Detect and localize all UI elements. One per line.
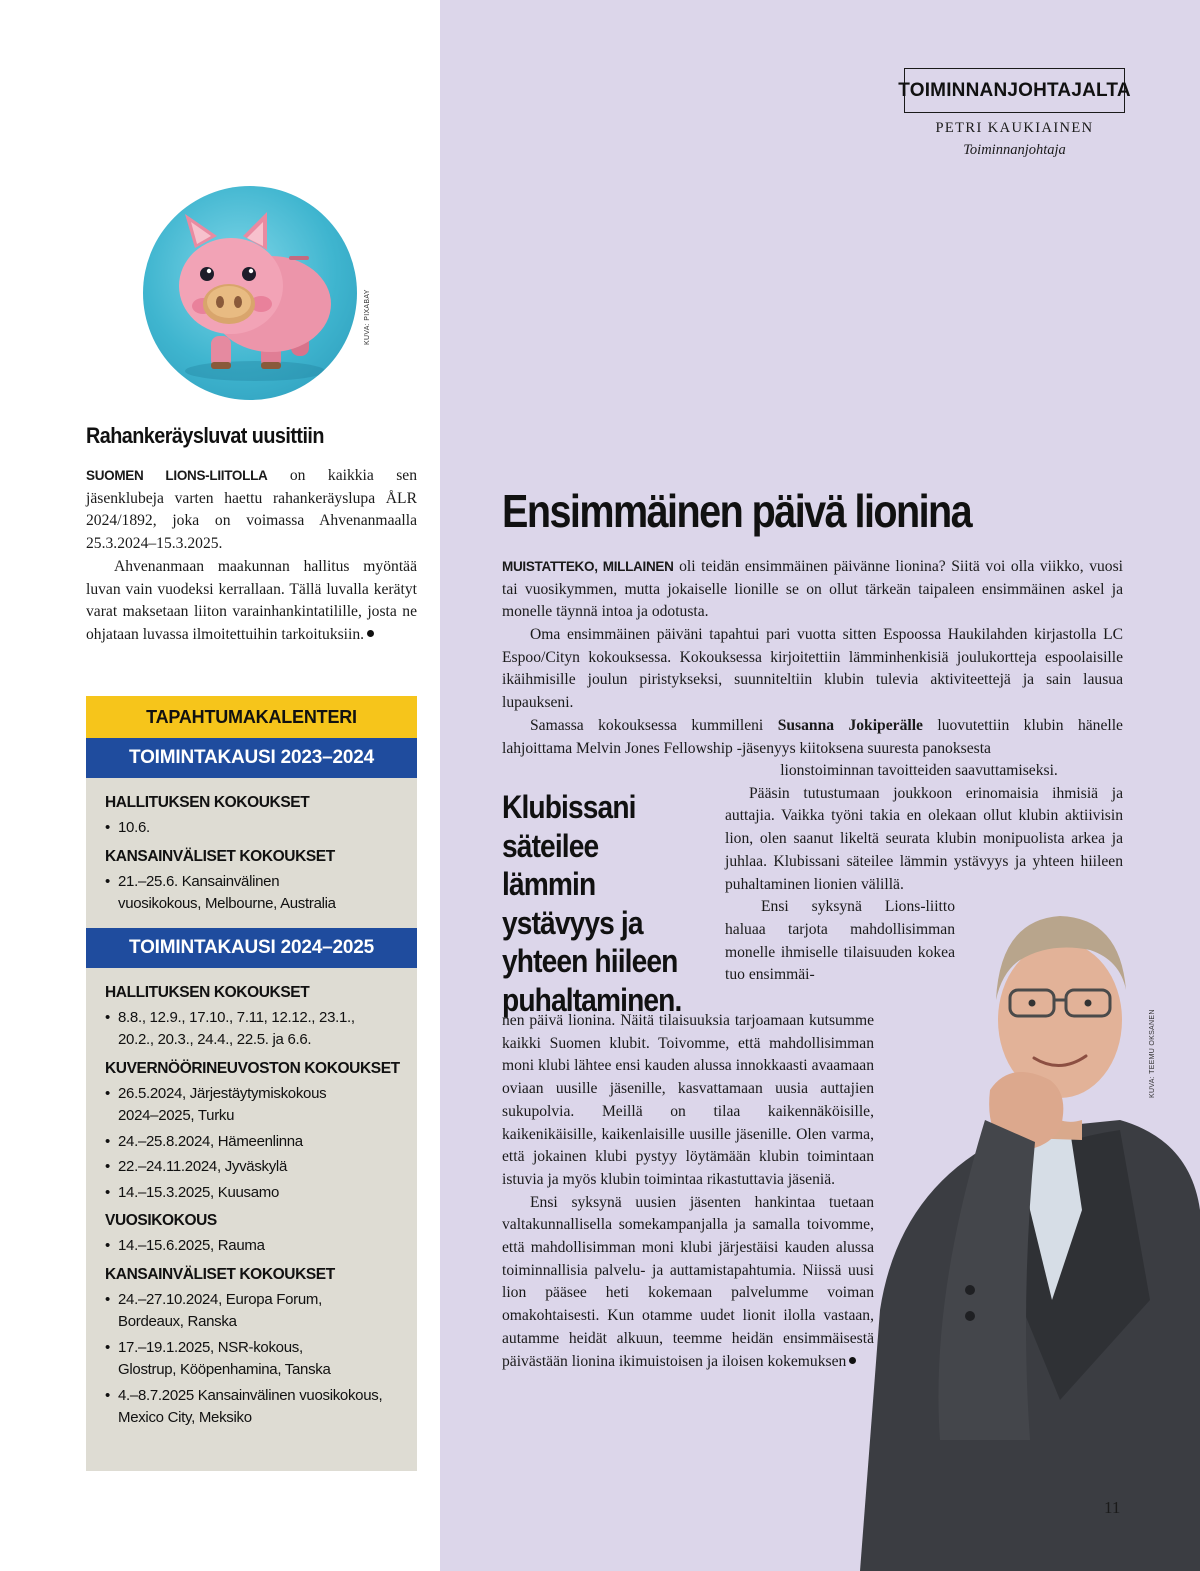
- photo-credit-pixabay: KUVA: PIXABAY: [364, 289, 371, 345]
- event-calendar: [86, 696, 417, 1471]
- group-title-international-meetings: KANSAINVÄLISET KOKOUKSET: [105, 1265, 335, 1283]
- article-narrow-column: [725, 760, 1123, 987]
- article-p3-text-b: luovutettiin klubin hänelle lahjoittama Melvin Jones Fellowship -jäsenyys kiitoksena suuresta panoksesta: [502, 717, 1123, 757]
- article-paragraph-3: [502, 715, 1123, 760]
- piggy-bank-illustration: [143, 186, 357, 400]
- article-tail: [502, 1010, 874, 1373]
- article-p6-text: Ensi syksynä uusien jäsenten hankintaa tuetaan valtakunnallisella somekampanjalla ja samalla toivomme, että mahdollisimman moni klubi järjestäisi kauden alussa toiminnallisia palvelu- ja auttamistapahtumia. Niissä uusi lion pääsee heti kokemaan palvelumme voiman omakohtaisesti. Kun otamme uudet lionit ilolla vastaan, autamme heidät alkuun, teemme heidän ensimmäisestä päivästään lionina ikimuistoisen ja iloisen kokemuksen: [502, 1193, 874, 1370]
- season-2-events: [86, 968, 417, 1442]
- news-paragraph-1: [86, 465, 417, 556]
- article-paragraph-2: Oma ensimmäinen päiväni tapahtui pari vuotta sitten Espoossa Haukilahden kirjastolla LC Espoo/Cityn kokouksessa. Kokouksessa kirjoitettiin lämminhenkisiä joulukortteja espoolaisille ikäihmisille joulun piristykseksi, suunniteltiin klubin tulevia aktiviteettejä ja sain lausua lupaukseni.: [502, 626, 1123, 712]
- article-paragraph-1: [502, 556, 1123, 624]
- calendar-title: TAPAHTUMAKALENTERI: [86, 696, 417, 738]
- news-heading: Rahankeräysluvat uusittiin: [86, 423, 324, 448]
- event-item: • 14.–15.3.2025, Kuusamo: [105, 1182, 417, 1205]
- section-tag: TOIMINNANJOHTAJALTA: [904, 68, 1125, 113]
- pull-quote: Klubissani säteilee lämmin ystävyys ja yhteen hiileen puhaltaminen.: [502, 789, 682, 1018]
- event-list: [105, 1083, 417, 1205]
- article-paragraph-5-start: Ensi syksynä Lions-liitto haluaa tarjota mahdollisimman monelle ihmiselle tilaisuuden kokea tuo ensimmäi-: [725, 898, 955, 984]
- season-2-title: TOIMINTAKAUSI 2024–2025: [86, 928, 417, 968]
- article-paragraph-5-end: nen päivä lionina. Näitä tilaisuuksia tarjoamaan kutsumme kaikki Suomen klubit. Toivomme, että mahdollisimman moni klubi lähtee ensi kauden alussa innokkaasti avaamaan oviaan uusille jäsenille, kasvattamaan uusia auttajien sukupolvia. Meillä on tilaa kaikennäköisille, kaikenikäisille, kaikenlaisille uusille jäsenille. Olen varma, että jokainen klubi pystyy löytämään klubin toimintaan istuvia ja myös klubin toimintaa rikastuttavia jäseniä.: [502, 1012, 874, 1188]
- news-paragraph-2: [86, 556, 417, 647]
- event-item: • 14.–15.6.2025, Rauma: [105, 1235, 417, 1258]
- article-p3-bold-name: Susanna Jokiperälle: [777, 717, 923, 734]
- event-item: • 24.–27.10.2024, Europa Forum, Bordeaux, Ranska: [105, 1289, 417, 1334]
- event-list: [105, 817, 417, 840]
- event-list: [105, 1289, 417, 1430]
- event-item: • 17.–19.1.2025, NSR-kokous, Glostrup, Kööpenhamina, Tanska: [105, 1337, 417, 1382]
- article-lead-caps: MUISTATTEKO, MILLAINEN: [502, 559, 674, 574]
- news-lead-caps: SUOMEN LIONS-LIITOLLA: [86, 468, 268, 483]
- season-1-title: TOIMINTAKAUSI 2023–2024: [86, 738, 417, 778]
- author-role: Toiminnanjohtaja: [963, 142, 1066, 158]
- season-1-events: [86, 778, 417, 928]
- event-item: • 10.6.: [105, 817, 417, 840]
- event-item: • 8.8., 12.9., 17.10., 7.11, 12.12., 23.1., 20.2., 20.3., 24.4., 22.5. ja 6.6.: [105, 1007, 417, 1052]
- event-item: • 26.5.2024, Järjestäytymiskokous 2024–2025, Turku: [105, 1083, 417, 1128]
- group-title-board-meetings: HALLITUKSEN KOKOUKSET: [105, 983, 310, 1001]
- left-column: [0, 0, 440, 1571]
- event-list: [105, 1007, 417, 1052]
- group-title-governors-council: KUVERNÖÖRINEUVOSTON KOKOUKSET: [105, 1059, 400, 1077]
- group-title-annual-meeting: VUOSIKOKOUS: [105, 1212, 217, 1229]
- end-mark-icon: [849, 1357, 856, 1364]
- event-list: [105, 1235, 417, 1258]
- event-list: [105, 871, 417, 916]
- event-item: • 22.–24.11.2024, Jyväskylä: [105, 1156, 417, 1179]
- author-name: PETRI KAUKIAINEN: [935, 120, 1094, 136]
- page-number: 11: [1104, 1498, 1121, 1517]
- event-item: • 4.–8.7.2025 Kansainvälinen vuosikokous, Mexico City, Meksiko: [105, 1385, 417, 1430]
- right-column: [440, 0, 1200, 1571]
- article-p3-line-c: lionstoiminnan tavoitteiden saavuttamiseksi.: [780, 762, 1058, 779]
- group-title-international-meetings: KANSAINVÄLISET KOKOUKSET: [105, 847, 335, 865]
- photo-credit-teemu: KUVA: TEEMU OKSANEN: [1149, 1009, 1156, 1098]
- article-paragraph-4: Pääsin tutustumaan joukkoon erinomaisia ihmisiä ja auttajia. Vaikka työni takia en olekaan ollut klubin aktiivisin lion, olen saanut likeltä seurata klubin monipuolista arkea ja juhlaa. Klubissani säteilee lämmin ystävyys ja yhteen hiileen puhaltaminen lionien välillä.: [725, 784, 1123, 893]
- group-title-board-meetings: HALLITUKSEN KOKOUKSET: [105, 794, 310, 811]
- event-item: • 24.–25.8.2024, Hämeenlinna: [105, 1131, 417, 1154]
- news-body: [86, 465, 417, 647]
- news-p2-text: Ahvenanmaan maakunnan hallitus myöntää luvan vain vuodeksi kerrallaan. Tällä luvalla kerätyt varat maksetaan liiton varainhankintatilille, josta ne ohjataan luvassa ilmoitettuihin tarkoituksiin.: [86, 557, 417, 643]
- end-mark-icon: [367, 630, 374, 637]
- piggy-bank-image: [143, 186, 357, 400]
- news-p1-text: on kaikkia sen jäsenklubeja varten haettu rahankeräyslupa ÅLR 2024/1892, joka on voimassa Ahvenanmaalla 25.3.2024–15.3.2025.: [86, 467, 417, 553]
- article-p1-text: oli teidän ensimmäinen päivänne lionina? Siitä voi olla viikko, vuosi tai vuosikymmen, mutta jokaiselle lionille se on ollut tärkeän taipaleen ensimmäinen askel ja monelle täynnä intoa ja odotusta.: [502, 558, 1123, 621]
- article-paragraph-6: [502, 1192, 874, 1374]
- event-item: • 21.–25.6. Kansainvälinen vuosikokous, Melbourne, Australia: [105, 871, 417, 916]
- article-p3-text-a: Samassa kokouksessa kummilleni: [530, 717, 778, 734]
- article-headline: Ensimmäinen päivä lionina: [502, 485, 972, 537]
